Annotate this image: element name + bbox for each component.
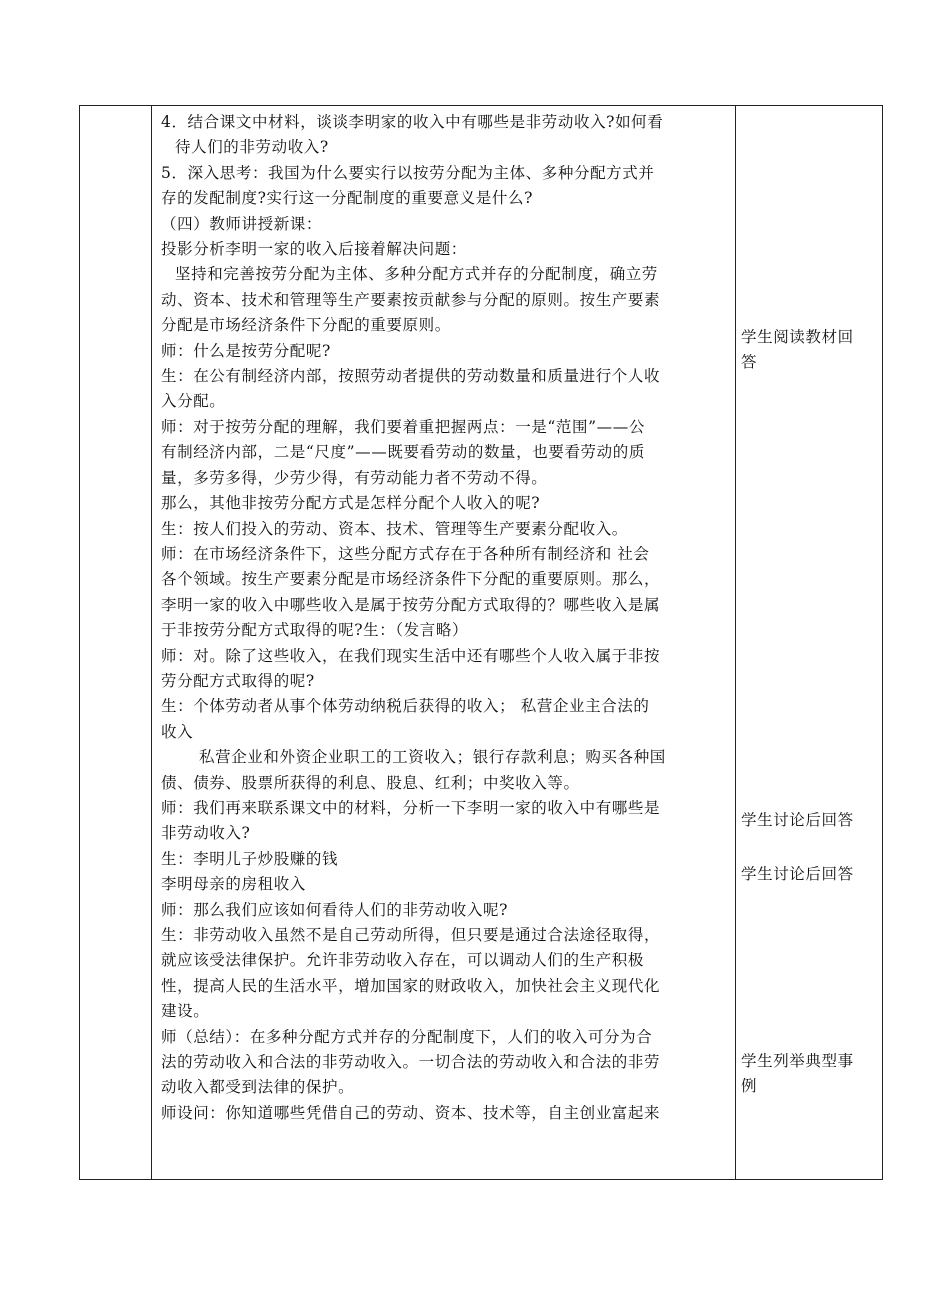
text-line: 生：在公有制经济内部，按照劳动者提供的劳动数量和质量进行个人收: [161, 367, 661, 386]
text-line: 就应该受法律保护。允许非劳动收入存在，可以调动人们的生产积极: [161, 951, 645, 970]
text-line: （四）教师讲授新课：: [161, 214, 323, 233]
text-line: 师：在市场经济条件下，这些分配方式存在于各种所有制经济和 社会: [161, 544, 650, 563]
note-line: 例: [741, 1077, 758, 1096]
text-line: 师：那么我们应该如何看待人们的非劳动收入呢?: [161, 900, 509, 919]
text-line: 量，多劳多得，少劳少得，有劳动能力者不劳动不得。: [161, 468, 548, 487]
teaching-process-cell: [161, 110, 731, 1126]
text-line: 师：什么是按劳分配呢?: [161, 341, 331, 360]
note-line: 学生列举典型事: [741, 1052, 854, 1070]
text-line: 动、资本、技术和管理等生产要素按贡献参与分配的原则。按生产要素: [161, 290, 661, 309]
text-line: 动收入都受到法律的保护。: [161, 1078, 355, 1097]
column-divider-right: [735, 106, 736, 1179]
student-activity-note: [741, 1049, 879, 1100]
text-line: 李明一家的收入中哪些收入是属于按劳分配方式取得的？哪些收入是属: [161, 595, 661, 614]
text-line: 各个领域。按生产要素分配是市场经济条件下分配的重要原则。那么，: [161, 570, 661, 589]
text-line: 生：李明儿子炒股赚的钱: [161, 849, 339, 868]
text-line: 债、债券、股票所获得的利息、股息、红利；中奖收入等。: [161, 773, 580, 792]
text-line: 师：对。除了这些收入，在我们现实生活中还有哪些个人收入属于非按: [161, 646, 661, 665]
text-line: 4．结合课文中材料，谈谈李明家的收入中有哪些是非劳动收入?如何看: [161, 113, 664, 131]
text-line: 分配是市场经济条件下分配的重要原则。: [161, 316, 451, 335]
lesson-table: [79, 105, 883, 1180]
text-line: 李明母亲的房租收入: [161, 875, 306, 894]
text-line: 有制经济内部，二是“尺度”——既要看劳动的数量，也要看劳动的质: [161, 443, 645, 462]
text-line: 投影分析李明一家的收入后接着解决问题：: [161, 240, 467, 259]
text-line: 5．深入思考：我国为什么要实行以按劳分配为主体、多种分配方式并: [161, 163, 655, 182]
text-line: 私营企业和外资企业职工的工资收入；银行存款利息；购买各种国: [199, 748, 666, 767]
text-line: 师：我们再来联系课文中的材料，分析一下李明一家的收入中有哪些是: [161, 798, 661, 817]
student-activity-note: [741, 808, 879, 833]
text-line: 存的发配制度?实行这一分配制度的重要意义是什么?: [161, 189, 534, 208]
text-line: 生：个体劳动者从事个体劳动纳税后获得的收入； 私营企业主合法的: [161, 697, 650, 716]
text-line: 建设。: [161, 1002, 210, 1021]
note-line: 学生阅读教材回: [741, 328, 854, 346]
text-line: 法的劳动收入和合法的非劳动收入。一切合法的劳动收入和合法的非劳: [161, 1053, 661, 1072]
text-line: 生：按人们投入的劳动、资本、技术、管理等生产要素分配收入。: [161, 519, 628, 538]
text-line: 师设问：你知道哪些凭借自己的劳动、资本、技术等，自主创业富起来: [161, 1103, 661, 1122]
text-line: 师：对于按劳分配的理解，我们要着重把握两点：一是“范围”——公: [161, 417, 645, 436]
note-line: 学生讨论后回答: [741, 811, 854, 829]
column-divider-left: [151, 106, 152, 1179]
text-line: 待人们的非劳动收入?: [175, 138, 329, 157]
student-activity-note: [741, 325, 879, 376]
text-line: 那么，其他非按劳分配方式是怎样分配个人收入的呢?: [161, 494, 541, 513]
text-line: 于非按劳分配方式取得的呢?生：（发言略）: [161, 621, 469, 640]
student-activity-note: [741, 862, 879, 887]
note-line: 答: [741, 353, 758, 372]
text-line: 师（总结）：在多种分配方式并存的分配制度下，人们的收入可分为合: [161, 1027, 653, 1046]
text-line: 劳分配方式取得的呢?: [161, 671, 315, 690]
text-line: 坚持和完善按劳分配为主体、多种分配方式并存的分配制度，确立劳: [175, 265, 659, 284]
text-line: 性，提高人民的生活水平，增加国家的财政收入，加快社会主义现代化: [161, 976, 661, 995]
text-line: 非劳动收入?: [161, 824, 251, 843]
text-line: 入分配。: [161, 392, 226, 411]
text-line: 收入: [161, 722, 194, 741]
text-line: 生：非劳动收入虽然不是自己劳动所得，但只要是通过合法途径取得，: [161, 926, 661, 944]
note-line: 学生讨论后回答: [741, 865, 854, 883]
